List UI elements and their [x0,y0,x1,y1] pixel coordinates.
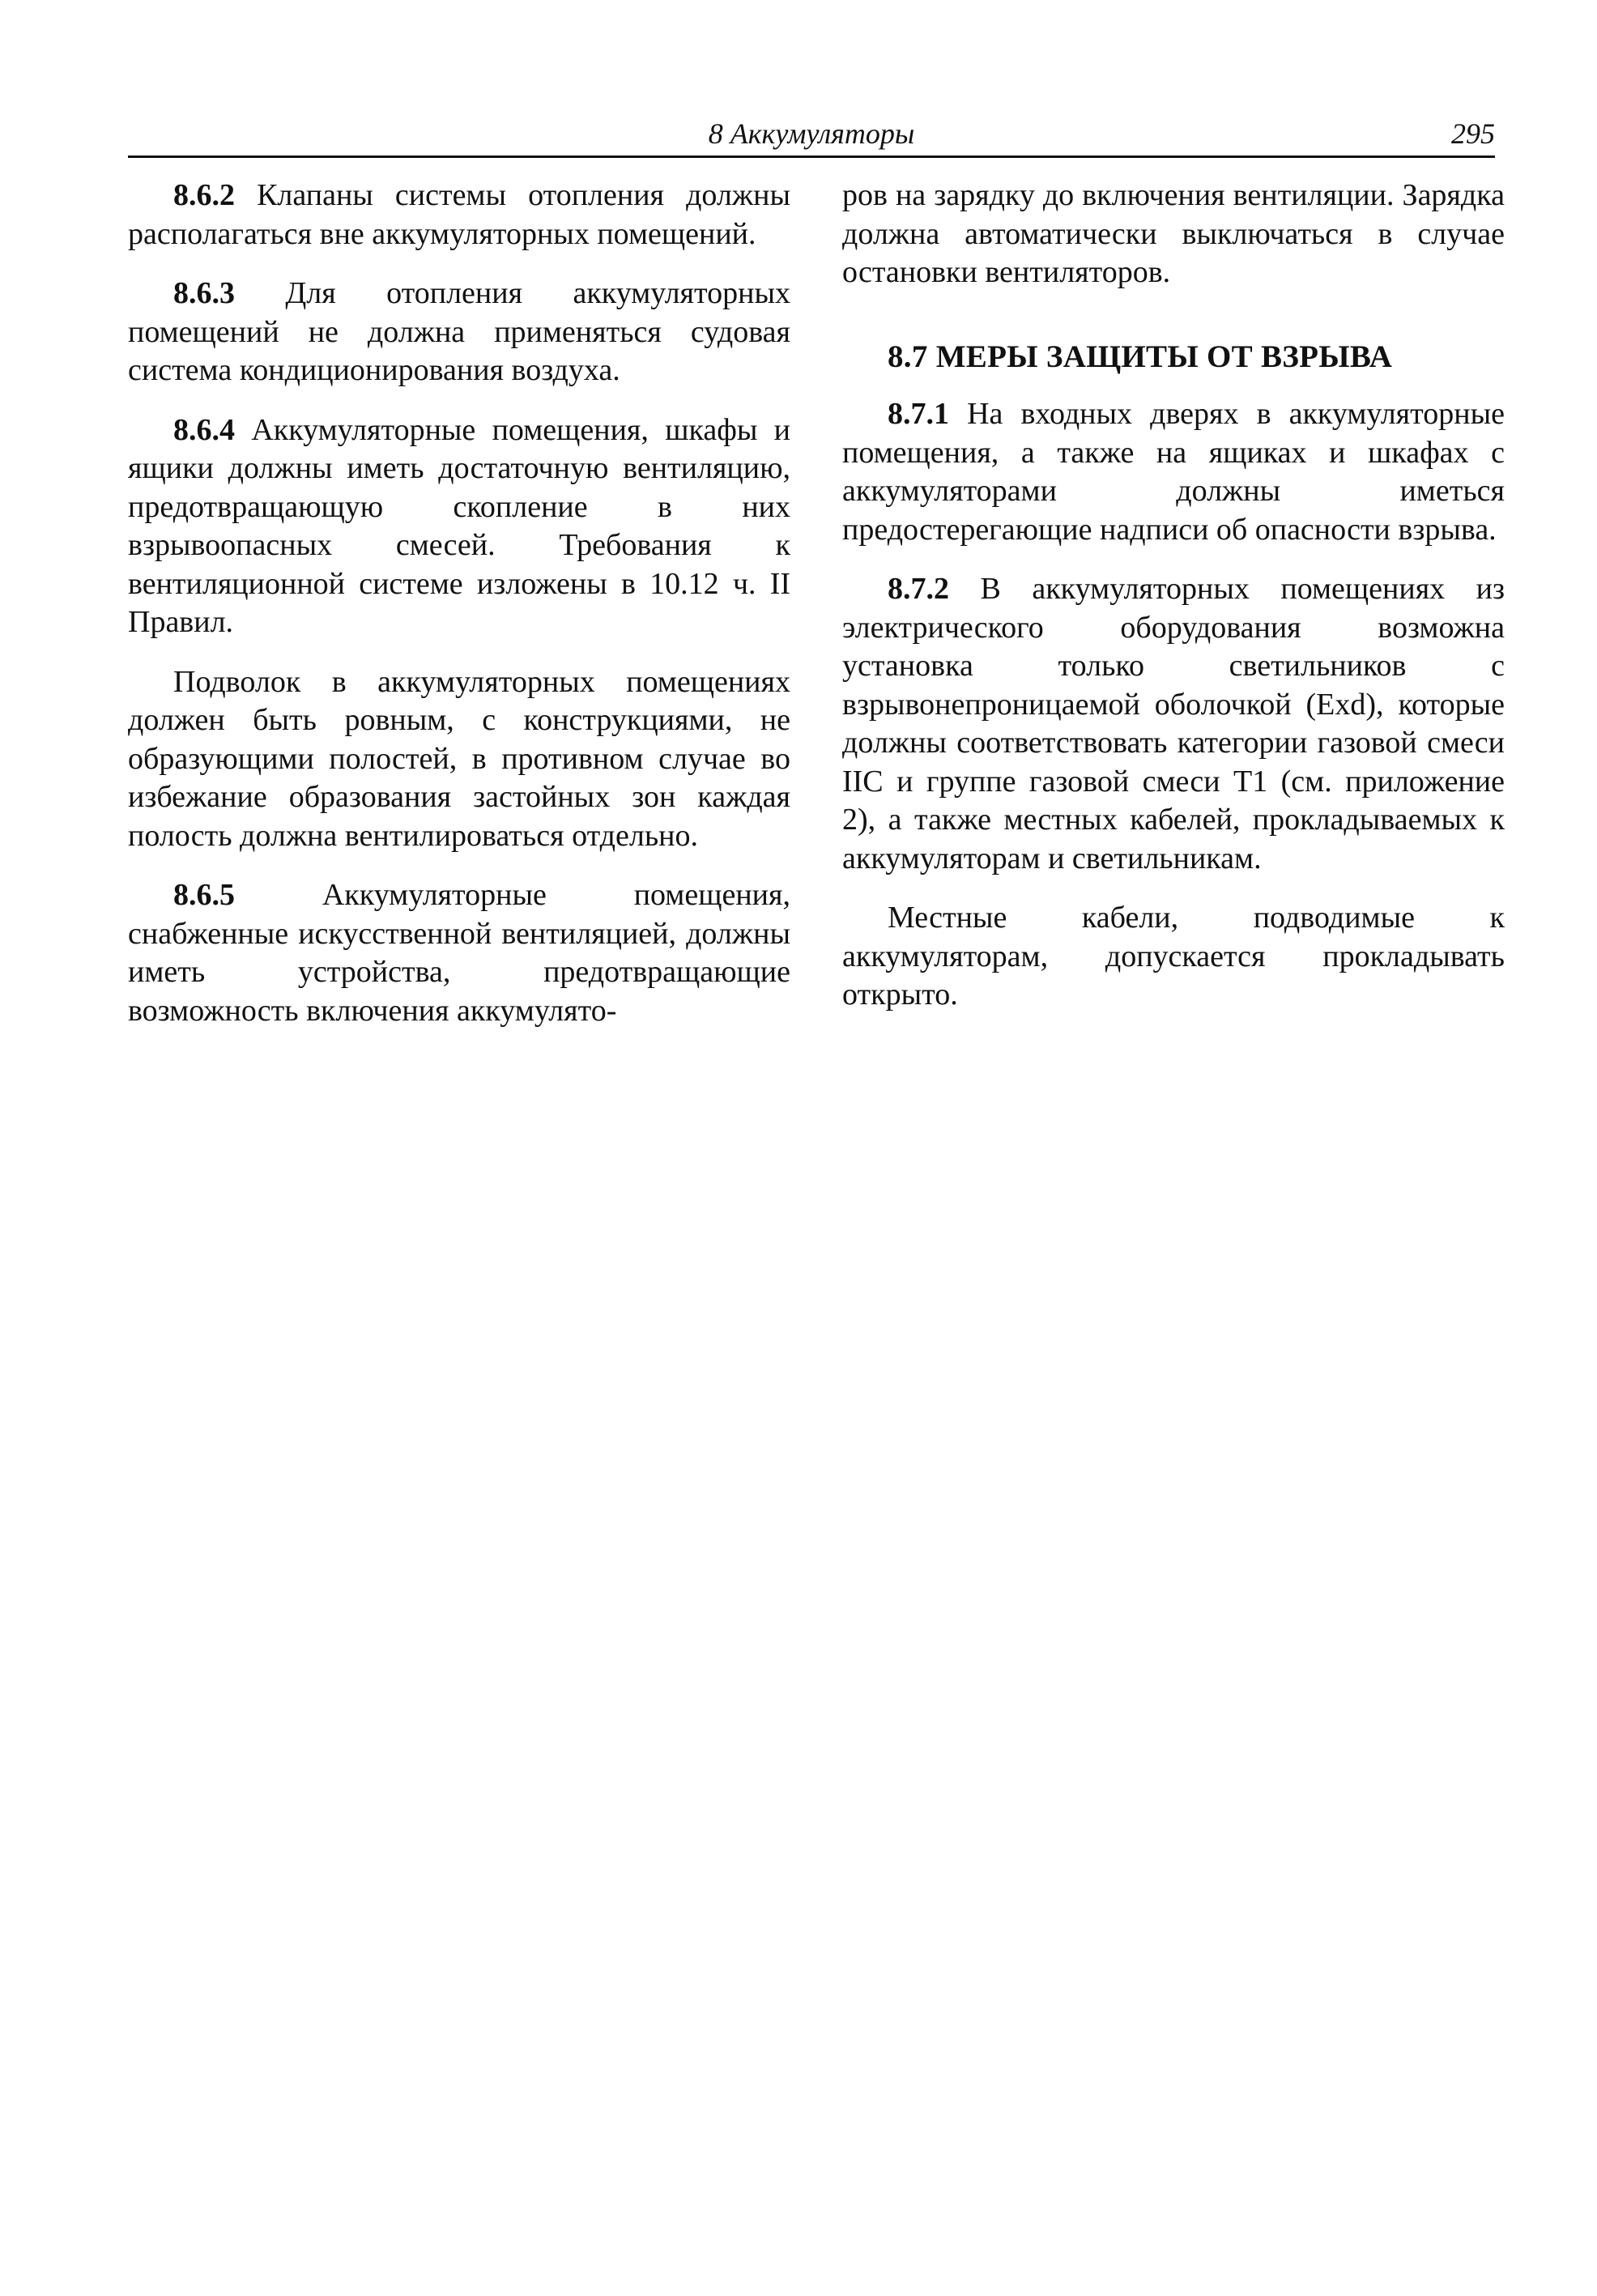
clause-number: 8.7.1 [888,397,949,431]
paragraph-text: Местные кабели, подводимые к аккумуляторам, допускается прокладывать открыто. [842,901,1505,1012]
clause-number: 8.7.2 [888,572,949,606]
paragraph-8-6-4 [128,411,790,642]
clause-text: В аккумуляторных помещениях из электрического оборудования возможна установка только светильников с взрывонепроницаемой оболочкой (Exd), которые должны соответствовать категории газовой смеси IIC и группе газовой смеси T1 (см. приложение 2), а также местных кабелей, прокладываемых к аккумуляторам и светильникам. [842,572,1505,875]
page-header [128,113,1495,158]
paragraph-local-cables [842,899,1505,1015]
paragraph-8-6-5-continued [842,177,1505,292]
clause-number: 8.6.5 [173,878,235,912]
clause-number: 8.6.3 [173,276,235,310]
paragraph-8-6-2 [128,177,790,253]
clause-text: Клапаны системы отопления должны располагаться вне аккумуляторных помещений. [128,178,791,251]
clause-number: 8.6.4 [173,412,235,447]
clause-text: Аккумуляторные помещения, снабженные искусственной вентиляцией, должны иметь устройства, предотвращающие возможность включения аккумулято- [128,878,790,1028]
section-heading-8-7: 8.7 МЕРЫ ЗАЩИТЫ ОТ ВЗРЫВА [888,339,1393,374]
left-column [128,177,790,1051]
paragraph-text: Подволок в аккумуляторных помещениях должен быть ровным, с конструкциями, не образующими полостей, в противном случае во избежание образования застойных зон каждая полость должна вентилироваться отдельно. [128,664,790,853]
paragraph-8-7-2 [842,570,1505,878]
clause-text: Для отопления аккумуляторных помещений не должна применяться судовая система кондиционирования воздуха. [128,276,790,387]
paragraph-ceiling [128,663,790,856]
right-column [842,177,1505,1036]
clause-text: Аккумуляторные помещения, шкафы и ящики должны иметь достаточную вентиляцию, предотвращающую скопление в них взрывоопасных смесей. Требования к вентиляционной системе изложены в 10.12 ч. II Правил. [128,412,791,639]
running-title: 8 Аккумуляторы [708,117,915,150]
paragraph-text: ров на зарядку до включения вентиляции. Зарядка должна автоматически выключаться в случае остановки вентиляторов. [842,178,1505,289]
page-number: 295 [1451,117,1495,150]
clause-number: 8.6.2 [173,178,235,212]
clause-text: На входных дверях в аккумуляторные помещения, а также на ящиках и шкафах с аккумуляторами должны иметься предостерегающие надписи об опасности взрыва. [842,397,1505,547]
paragraph-8-7-1 [842,395,1505,549]
paragraph-8-6-3 [128,275,790,390]
paragraph-8-6-5 [128,876,790,1030]
